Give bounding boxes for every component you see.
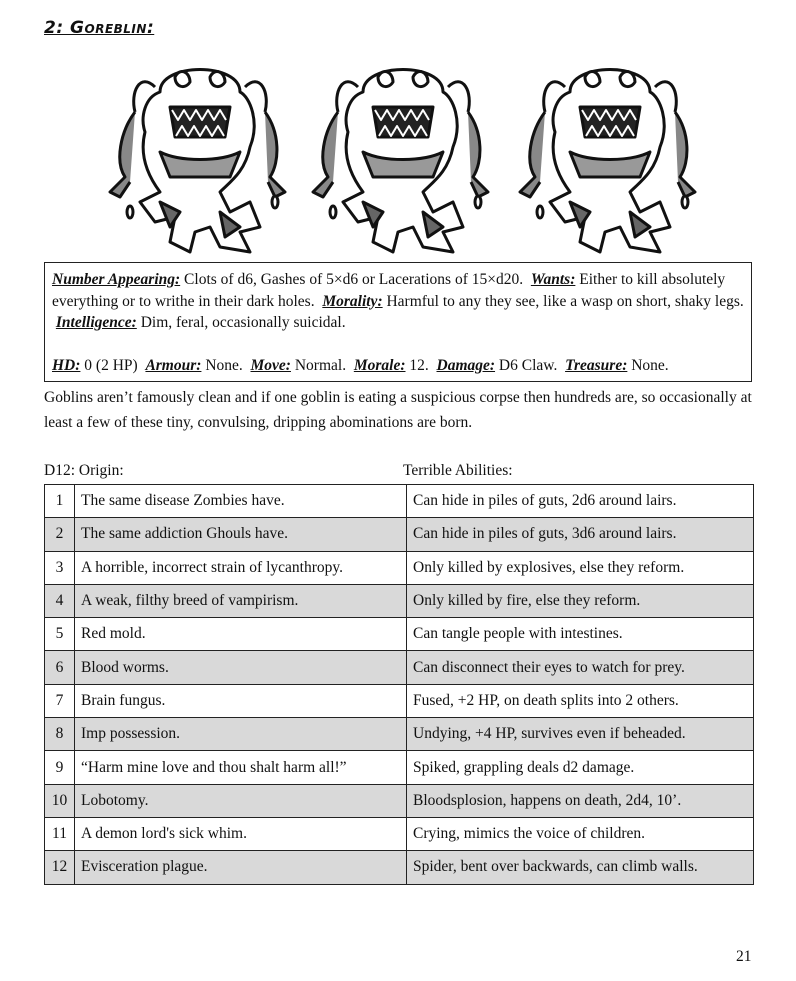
goreblin-illustration-1 bbox=[100, 52, 300, 257]
origin-header: D12: Origin: bbox=[44, 462, 124, 479]
table-row bbox=[45, 584, 754, 617]
description: Goblins aren’t famously clean and if one goblin is eating a suspicious corpse then hundreds are, so occasionally at least a few of these tiny, convulsing, dripping abominations are born. bbox=[44, 389, 752, 431]
row-ability: Bloodsplosion, happens on death, 2d4, 10’. bbox=[407, 784, 754, 817]
row-number: 4 bbox=[45, 584, 75, 617]
armour-value: None. bbox=[205, 356, 243, 374]
row-number: 5 bbox=[45, 618, 75, 651]
table-row bbox=[45, 551, 754, 584]
treasure-label: Treasure: bbox=[565, 356, 628, 374]
morality-value: Harmful to any they see, like a wasp on short, shaky legs. bbox=[386, 292, 744, 310]
table-row bbox=[45, 718, 754, 751]
row-ability: Only killed by explosives, else they reform. bbox=[407, 551, 754, 584]
row-number: 6 bbox=[45, 651, 75, 684]
row-number: 9 bbox=[45, 751, 75, 784]
number-appearing-value: Clots of d6, Gashes of 5×d6 or Lacerations of 15×d20. bbox=[184, 271, 524, 288]
table-row bbox=[45, 784, 754, 817]
abilities-header: Terrible Abilities: bbox=[403, 462, 513, 479]
row-number: 7 bbox=[45, 684, 75, 717]
row-ability: Spiked, grappling deals d2 damage. bbox=[407, 751, 754, 784]
treasure-value: None. bbox=[631, 356, 669, 374]
table-row bbox=[45, 684, 754, 717]
row-number: 3 bbox=[45, 551, 75, 584]
row-ability: Can hide in piles of guts, 3d6 around lairs. bbox=[407, 518, 754, 551]
row-ability: Crying, mimics the voice of children. bbox=[407, 817, 754, 850]
hd-label: HD: bbox=[52, 356, 81, 374]
row-origin: Blood worms. bbox=[75, 651, 407, 684]
page-title: 2: Goreblin: bbox=[44, 18, 155, 38]
page-number: 21 bbox=[736, 948, 752, 965]
row-origin: A demon lord's sick whim. bbox=[75, 817, 407, 850]
row-origin: “Harm mine love and thou shalt harm all!” bbox=[75, 751, 407, 784]
move-label: Move: bbox=[250, 356, 291, 374]
morality-label: Morality: bbox=[322, 292, 383, 310]
table-row bbox=[45, 751, 754, 784]
row-origin: Lobotomy. bbox=[75, 784, 407, 817]
goreblin-illustration-2 bbox=[303, 52, 503, 257]
hd-value: 0 (2 HP) bbox=[84, 356, 138, 374]
origin-table bbox=[44, 484, 754, 885]
row-ability: Undying, +4 HP, survives even if beheaded. bbox=[407, 718, 754, 751]
row-ability: Spider, bent over backwards, can climb walls. bbox=[407, 851, 754, 884]
armour-label: Armour: bbox=[145, 356, 202, 374]
intelligence-value: Dim, feral, occasionally suicidal. bbox=[140, 314, 346, 331]
row-origin: A horrible, incorrect strain of lycanthropy. bbox=[75, 551, 407, 584]
row-ability: Only killed by fire, else they reform. bbox=[407, 584, 754, 617]
goreblin-illustration-3 bbox=[510, 52, 710, 257]
row-origin: A weak, filthy breed of vampirism. bbox=[75, 584, 407, 617]
row-number: 1 bbox=[45, 485, 75, 518]
row-number: 11 bbox=[45, 817, 75, 850]
row-ability: Fused, +2 HP, on death splits into 2 others. bbox=[407, 684, 754, 717]
row-origin: The same addiction Ghouls have. bbox=[75, 518, 407, 551]
stat-block bbox=[44, 262, 752, 382]
table-row bbox=[45, 618, 754, 651]
row-number: 10 bbox=[45, 784, 75, 817]
row-origin: The same disease Zombies have. bbox=[75, 485, 407, 518]
row-number: 12 bbox=[45, 851, 75, 884]
row-ability: Can hide in piles of guts, 2d6 around lairs. bbox=[407, 485, 754, 518]
morale-label: Morale: bbox=[353, 356, 406, 374]
wants-label: Wants: bbox=[530, 271, 576, 288]
table-row bbox=[45, 518, 754, 551]
row-number: 2 bbox=[45, 518, 75, 551]
row-origin: Red mold. bbox=[75, 618, 407, 651]
table-row bbox=[45, 485, 754, 518]
intelligence-label: Intelligence: bbox=[55, 314, 137, 331]
row-origin: Brain fungus. bbox=[75, 684, 407, 717]
row-origin: Evisceration plague. bbox=[75, 851, 407, 884]
table-row bbox=[45, 851, 754, 884]
morale-value: 12. bbox=[409, 356, 429, 374]
row-number: 8 bbox=[45, 718, 75, 751]
number-appearing-label: Number Appearing: bbox=[52, 271, 181, 288]
table-row bbox=[45, 651, 754, 684]
move-value: Normal. bbox=[294, 356, 347, 374]
damage-value: D6 Claw. bbox=[498, 356, 558, 374]
table-row bbox=[45, 817, 754, 850]
damage-label: Damage: bbox=[436, 356, 496, 374]
row-ability: Can disconnect their eyes to watch for prey. bbox=[407, 651, 754, 684]
wants-value: Either to kill absolutely everything or to writhe in their dark holes. bbox=[52, 271, 726, 310]
row-ability: Can tangle people with intestines. bbox=[407, 618, 754, 651]
row-origin: Imp possession. bbox=[75, 718, 407, 751]
